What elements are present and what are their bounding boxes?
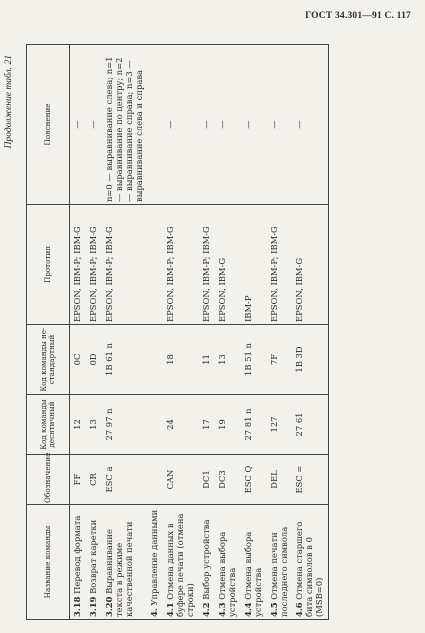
cell-note <box>147 45 163 205</box>
table-row <box>70 45 86 620</box>
cell-code-hex <box>102 325 148 395</box>
col-header-designation: Обозначение <box>27 455 70 505</box>
table-continuation-label: Продолжение табл. 21 <box>4 55 14 149</box>
table-row <box>147 45 163 620</box>
code-dec-value: 24 <box>165 419 176 430</box>
table-row <box>292 45 328 620</box>
code-hex-value: 18 <box>165 354 176 365</box>
note-value: — <box>72 120 82 129</box>
table-row <box>102 45 148 620</box>
table-header-row <box>27 45 70 620</box>
cell-note <box>70 45 86 205</box>
cell-designation <box>163 455 199 505</box>
cell-prototype <box>241 205 267 325</box>
cell-prototype <box>163 205 199 325</box>
cell-name <box>292 505 328 620</box>
cell-code-dec <box>102 395 148 455</box>
designation-value: ESC = <box>294 465 305 494</box>
table-row <box>267 45 293 620</box>
col-header-code-hex-line2: стандартный <box>47 334 56 385</box>
col-header-code-hex <box>27 325 70 395</box>
code-dec-value: 17 <box>201 419 212 430</box>
row-number: 4.4 <box>242 602 253 617</box>
col-header-code-dec: Код команды десятичный <box>27 395 70 455</box>
cell-name <box>241 505 267 620</box>
cell-code-dec <box>215 395 241 455</box>
designation-value: ESC Q <box>242 465 253 494</box>
note-value: — <box>87 120 98 129</box>
cell-prototype <box>86 205 102 325</box>
cell-prototype <box>70 205 86 325</box>
row-number: 4.1 <box>165 602 176 617</box>
note-value: — <box>268 120 279 129</box>
cell-code-hex <box>215 325 241 395</box>
designation-value: DC1 <box>201 470 212 489</box>
prototype-value: EPSON, IBM-G <box>294 257 305 322</box>
row-number: 4.3 <box>216 602 227 617</box>
cell-code-dec <box>267 395 293 455</box>
cell-prototype <box>267 205 293 325</box>
cell-code-hex <box>199 325 215 395</box>
cell-note <box>292 45 328 205</box>
table-row <box>163 45 199 620</box>
code-dec-value: 19 <box>216 419 227 430</box>
command-name: Управление данными <box>149 509 160 606</box>
cell-code-hex <box>70 325 86 395</box>
prototype-value: EPSON, IBM-P; IBM-G <box>165 226 176 322</box>
cell-name <box>215 505 241 620</box>
code-dec-value: 13 <box>87 419 98 430</box>
cell-note <box>86 45 102 205</box>
cell-prototype <box>102 205 148 325</box>
cell-prototype <box>147 205 163 325</box>
command-name: Отмена данных в буфере печати (отмена строки) <box>165 513 196 617</box>
cell-name <box>267 505 293 620</box>
command-name: Отмена старшего бита символов в 0 (MSB=0) <box>294 521 325 617</box>
col-header-name: Название команды <box>27 505 70 620</box>
cell-name <box>147 505 163 620</box>
designation-value: ESC a <box>103 466 114 493</box>
command-name: Отмена выбора устройства <box>242 531 263 617</box>
code-hex-value: 1B 61 n <box>103 343 114 376</box>
cell-code-hex <box>147 325 163 395</box>
rotated-table-block <box>0 45 425 620</box>
code-hex-value: 1B 51 n <box>242 343 253 376</box>
cell-note <box>199 45 215 205</box>
table-row <box>215 45 241 620</box>
command-name: Отмена выбора устройства <box>216 531 237 617</box>
cell-prototype <box>292 205 328 325</box>
cell-name <box>102 505 148 620</box>
col-header-code-hex-line1: Код команды не- <box>38 327 48 392</box>
cell-designation <box>199 455 215 505</box>
table-row <box>86 45 102 620</box>
col-header-prototype: Прототип <box>27 205 70 325</box>
cell-name <box>70 505 86 620</box>
cell-code-dec <box>199 395 215 455</box>
prototype-value: EPSON, IBM-P; IBM-G <box>103 226 114 322</box>
cell-designation <box>70 455 86 505</box>
prototype-value: EPSON, IBM-P; IBM-G <box>87 226 98 322</box>
prototype-value: EPSON, IBM-G <box>216 257 227 322</box>
code-dec-value: 27 81 n <box>242 408 253 441</box>
designation-value: DEL <box>268 470 279 489</box>
cell-note <box>163 45 199 205</box>
cell-name <box>199 505 215 620</box>
cell-designation <box>102 455 148 505</box>
cell-code-hex <box>163 325 199 395</box>
command-name: Отмена печати последнего символа <box>268 526 289 617</box>
code-dec-value: 27 97 n <box>103 408 114 441</box>
cell-code-dec <box>70 395 86 455</box>
code-dec-value: 27 61 <box>294 412 305 437</box>
cell-note <box>241 45 267 205</box>
prototype-value: IBM-P <box>242 295 253 322</box>
code-dec-value: 12 <box>72 419 82 430</box>
cell-designation <box>292 455 328 505</box>
note-value: — <box>165 120 176 129</box>
code-hex-value: 13 <box>216 354 227 365</box>
cell-designation <box>267 455 293 505</box>
command-name: Перевод формата <box>72 515 82 594</box>
cell-designation <box>147 455 163 505</box>
designation-value: CR <box>87 473 98 486</box>
code-hex-value: 7F <box>268 353 279 366</box>
cell-name <box>86 505 102 620</box>
designation-value: DC3 <box>216 470 227 489</box>
cell-note <box>267 45 293 205</box>
cell-code-hex <box>267 325 293 395</box>
note-value: — <box>294 120 305 129</box>
cell-prototype <box>199 205 215 325</box>
command-name: Выбор устройства <box>201 519 212 600</box>
cell-note <box>102 45 148 205</box>
command-name: Выравнивание текста в режиме качественной печати <box>103 521 134 617</box>
code-hex-value: 1B 3D <box>294 346 305 373</box>
row-number: 3.18 <box>72 596 82 617</box>
cell-code-dec <box>163 395 199 455</box>
commands-table <box>26 44 329 620</box>
cell-code-hex <box>86 325 102 395</box>
table-row <box>199 45 215 620</box>
prototype-value: EPSON, IBM-P; IBM-G <box>72 226 82 322</box>
cell-code-dec <box>292 395 328 455</box>
table-row <box>241 45 267 620</box>
cell-note <box>215 45 241 205</box>
note-value: — <box>201 120 212 129</box>
code-hex-value: 0C <box>72 353 82 366</box>
prototype-value: EPSON, IBM-P; IBM-G <box>201 226 212 322</box>
cell-prototype <box>215 205 241 325</box>
page-header: ГОСТ 34.301—91 С. 117 <box>305 11 411 21</box>
cell-designation <box>215 455 241 505</box>
row-number: 3.19 <box>87 596 98 617</box>
cell-code-dec <box>147 395 163 455</box>
cell-name <box>163 505 199 620</box>
code-hex-value: 0D <box>87 353 98 366</box>
code-dec-value: 127 <box>268 416 279 433</box>
cell-code-dec <box>86 395 102 455</box>
row-number: 4.6 <box>294 602 305 617</box>
command-name: Возврат каретки <box>87 519 98 594</box>
note-value: — <box>242 120 253 129</box>
note-value: n=0 — выравнивание слева; n=1 — выравнивание по центру; n=2 — выравнивание справа; n=3 — выравнивание слева и справа <box>103 56 144 202</box>
prototype-value: EPSON, IBM-P; IBM-G <box>268 226 279 322</box>
note-value: — <box>216 120 227 129</box>
cell-designation <box>86 455 102 505</box>
row-number: 4.2 <box>201 602 212 617</box>
row-number: 3.20 <box>103 596 114 617</box>
designation-value: FF <box>72 473 82 486</box>
designation-value: CAN <box>165 469 176 490</box>
row-number: 4.5 <box>268 602 279 617</box>
cell-code-hex <box>241 325 267 395</box>
col-header-note: Пояснение <box>27 45 70 205</box>
cell-designation <box>241 455 267 505</box>
cell-code-dec <box>241 395 267 455</box>
code-hex-value: 11 <box>201 354 212 365</box>
cell-code-hex <box>292 325 328 395</box>
row-number: 4. <box>149 608 160 617</box>
table-body <box>70 45 329 620</box>
